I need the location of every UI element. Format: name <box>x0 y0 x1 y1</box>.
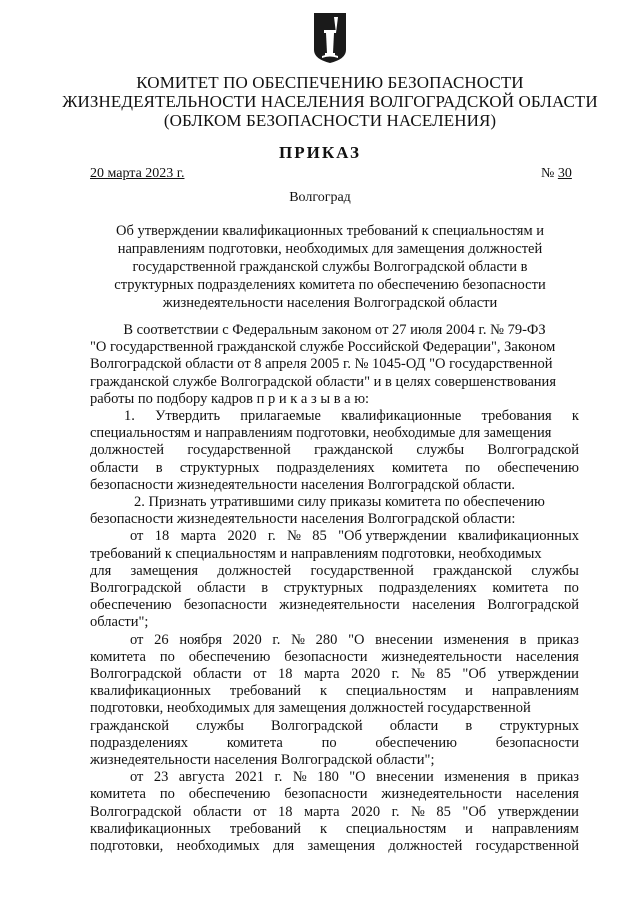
body-word: структурных <box>499 717 579 734</box>
number-value: 30 <box>557 166 572 181</box>
body-word: августа <box>178 769 225 786</box>
document-type: ПРИКАЗ <box>279 143 361 162</box>
body-word: для <box>272 838 295 855</box>
body-word: населения <box>515 648 579 665</box>
body-word: требований <box>229 683 302 700</box>
body-word: обеспечению <box>188 648 271 665</box>
subject-line: Об утверждении квалификационных требований к специальностям и <box>115 223 545 239</box>
committee-line-2: ЖИЗНЕДЕЯТЕЛЬНОСТИ НАСЕЛЕНИЯ ВОЛГОГРАДСКОЙ ОБЛАСТИ <box>62 92 598 111</box>
body-word: от <box>130 769 144 786</box>
body-line <box>90 597 579 614</box>
body-line <box>90 460 579 477</box>
body-word: 85 <box>436 666 451 683</box>
body-word: безопасности <box>183 597 268 614</box>
body-word: по <box>159 648 175 665</box>
body-word: Волгоградской <box>90 580 182 597</box>
document-body <box>90 322 579 855</box>
body-word: службы <box>416 442 465 459</box>
body-word: в <box>465 717 473 734</box>
body-word: гражданской <box>433 562 513 579</box>
body-word: гражданской <box>314 442 394 459</box>
body-word: 18 <box>278 803 293 820</box>
body-word: от <box>253 803 267 820</box>
body-word: "Об утверждении <box>338 528 447 545</box>
body-word: подразделениях <box>378 580 477 597</box>
body-line <box>90 838 579 855</box>
body-line: жизнедеятельности населения Волгоградской области"; <box>90 752 435 769</box>
body-word: 18 <box>278 666 293 683</box>
body-line <box>90 632 579 649</box>
body-word: № <box>287 528 301 545</box>
body-word: требований <box>229 820 302 837</box>
body-word: № <box>292 769 307 786</box>
body-word: комитета <box>90 786 146 803</box>
body-word: от <box>130 528 144 545</box>
body-word: квалификационных <box>458 528 579 545</box>
body-word: должностей <box>217 562 292 579</box>
subject-line: структурных подразделениях комитета по обеспечению безопасности <box>114 277 546 293</box>
body-word: в <box>519 631 527 648</box>
subject-line: государственной гражданской службы Волгоградской области в <box>132 259 528 275</box>
body-line <box>90 769 579 786</box>
body-word: "О <box>348 631 365 648</box>
body-word: г. <box>391 803 400 820</box>
body-word: внесении <box>376 769 434 786</box>
document-subject <box>90 222 570 312</box>
body-word: комитета <box>492 580 549 597</box>
body-word: области <box>389 717 439 734</box>
body-word: обеспечению <box>375 734 457 751</box>
body-word: № <box>411 803 425 820</box>
body-line <box>90 580 579 597</box>
body-word: утверждении <box>497 666 579 683</box>
body-word: № <box>411 666 425 683</box>
body-word: Волгоградской <box>487 442 579 459</box>
body-line: работы по подбору кадров п р и к а з ы в а ю: <box>90 390 370 407</box>
body-word: подготовки, <box>90 838 164 855</box>
body-word: комитета <box>391 459 448 476</box>
body-word: внесении <box>375 631 433 648</box>
body-word: области <box>193 666 242 683</box>
body-word: 180 <box>317 769 339 786</box>
body-word: г. <box>267 528 276 545</box>
body-line: требований к специальностям и направлениям подготовки, необходимых <box>90 545 542 562</box>
number-prefix: № <box>541 166 558 181</box>
body-word: № <box>291 631 305 648</box>
body-word: обеспечению <box>188 786 271 803</box>
body-word: области <box>197 580 246 597</box>
body-word: в <box>519 769 527 786</box>
body-word: 26 <box>154 631 169 648</box>
body-word: 23 <box>153 769 169 786</box>
body-word: подразделениях <box>276 459 375 476</box>
body-word: населения <box>412 597 476 614</box>
body-word: утверждении <box>497 803 579 820</box>
body-word: государственной <box>310 562 414 579</box>
body-word: г. <box>391 666 400 683</box>
body-word: изменения <box>444 769 510 786</box>
subject-line: жизнедеятельности населения Волгоградской области <box>162 295 498 311</box>
document-date: 20 марта 2023 г. <box>90 166 185 181</box>
body-word: изменения <box>443 631 509 648</box>
body-line <box>90 563 579 580</box>
body-word: безопасности <box>284 786 368 803</box>
document-city: Волгоград <box>289 190 351 205</box>
body-word: направлениям <box>491 820 579 837</box>
body-word: в <box>155 459 163 476</box>
body-word: "О <box>349 769 366 786</box>
body-word: специальностям <box>345 820 447 837</box>
body-word: специальностям <box>345 683 447 700</box>
body-line: безопасности жизнедеятельности населения Волгоградской области. <box>90 476 516 493</box>
body-word: замещения <box>307 838 376 855</box>
body-word: приказ <box>537 631 579 648</box>
body-word: "Об <box>462 666 487 683</box>
body-word: квалификационных <box>90 683 211 700</box>
body-word: необходимых <box>176 838 260 855</box>
body-word: жизнедеятельности <box>279 597 400 614</box>
body-line <box>90 528 579 545</box>
body-word: области <box>193 803 242 820</box>
body-line: безопасности жизнедеятельности населения Волгоградской области: <box>90 511 516 528</box>
body-word: 2020 <box>227 528 257 545</box>
body-word: Утвердить <box>155 408 221 425</box>
body-word: 2020 <box>232 631 262 648</box>
body-line: 2. Признать утратившими силу приказы комитета по обеспечению <box>134 494 545 511</box>
body-word: марта <box>304 666 340 683</box>
body-word: к <box>571 408 579 425</box>
body-word: комитета <box>226 734 283 751</box>
body-line <box>90 821 579 838</box>
body-word: структурных <box>283 580 364 597</box>
coat-of-arms-icon <box>313 12 347 64</box>
body-word: направлениям <box>491 683 579 700</box>
body-line: области"; <box>90 614 149 631</box>
body-word: комитета <box>90 648 146 665</box>
body-word: замещения <box>130 562 199 579</box>
body-word: от <box>130 631 144 648</box>
body-word: по <box>159 786 175 803</box>
committee-line-3: (ОБЛКОМ БЕЗОПАСНОСТИ НАСЕЛЕНИЯ) <box>163 111 497 130</box>
body-word: марта <box>304 803 340 820</box>
body-line: Волгоградской области от 8 апреля 2005 г. № 1045-ОД "О государственной <box>90 356 553 373</box>
body-word: области <box>90 459 139 476</box>
body-word: 280 <box>315 631 338 648</box>
body-word: для <box>90 562 112 579</box>
body-word: государственной <box>475 838 579 855</box>
body-word: 1. <box>124 408 135 425</box>
body-word: "Об <box>462 803 487 820</box>
body-word: 85 <box>312 528 327 545</box>
body-word: и <box>465 820 473 837</box>
body-line <box>90 442 579 459</box>
body-word: по <box>465 459 481 476</box>
body-word: безопасности <box>495 734 579 751</box>
body-line: подготовки, необходимых для замещения должностей государственной <box>90 700 531 717</box>
body-word: г. <box>274 769 283 786</box>
body-line <box>90 804 579 821</box>
body-word: государственной <box>187 442 291 459</box>
body-line: В соответствии с Федеральным законом от 27 июля 2004 г. № 79-ФЗ <box>123 322 546 338</box>
body-line: "О государственной гражданской службе Российской Федерации", Законом <box>90 339 556 356</box>
body-word: 85 <box>436 803 451 820</box>
body-word: Волгоградской <box>487 597 579 614</box>
body-word: Волгоградской <box>90 666 182 683</box>
body-line <box>90 683 579 700</box>
body-word: безопасности <box>284 648 368 665</box>
body-word: по <box>563 580 579 597</box>
body-word: подразделениях <box>90 734 189 751</box>
body-word: должностей <box>388 838 463 855</box>
body-word: гражданской <box>90 717 169 734</box>
body-word: жизнедеятельности <box>381 786 502 803</box>
body-word: обеспечению <box>90 597 172 614</box>
body-line: гражданской службе Волгоградской области" и в целях совершенствования <box>90 373 556 390</box>
body-line <box>90 786 579 803</box>
body-word: 2021 <box>235 769 265 786</box>
body-word: должностей <box>90 442 165 459</box>
body-word: службы <box>196 717 244 734</box>
body-word: службы <box>531 562 579 579</box>
body-word: жизнедеятельности <box>381 648 502 665</box>
body-word: 2020 <box>351 803 381 820</box>
body-word: требования <box>481 408 552 425</box>
body-word: г. <box>272 631 281 648</box>
body-word: по <box>321 734 337 751</box>
committee-name <box>60 73 600 130</box>
body-line <box>90 735 579 752</box>
body-word: марта <box>180 528 217 545</box>
body-word: структурных <box>179 459 260 476</box>
body-word: от <box>253 666 267 683</box>
body-word: 18 <box>154 528 170 545</box>
body-word: к <box>319 820 327 837</box>
committee-line-1: КОМИТЕТ ПО ОБЕСПЕЧЕНИЮ БЕЗОПАСНОСТИ <box>136 73 524 92</box>
body-word: Волгоградской <box>271 717 363 734</box>
body-word: Волгоградской <box>90 803 182 820</box>
body-word: обеспечению <box>497 459 579 476</box>
body-word: населения <box>515 786 579 803</box>
body-word: в <box>261 580 269 597</box>
body-line <box>90 718 579 735</box>
body-line <box>90 666 579 683</box>
subject-line: направлениям подготовки, необходимых для замещения должностей <box>117 241 543 257</box>
body-word: прилагаемые <box>240 408 321 425</box>
document-number <box>541 166 572 182</box>
body-word: 2020 <box>351 666 381 683</box>
body-line <box>90 649 579 666</box>
body-line <box>90 408 579 425</box>
body-word: квалификационных <box>90 820 211 837</box>
body-word: к <box>319 683 327 700</box>
body-line: специальностям и направлениям подготовки, необходимые для замещения <box>90 425 552 442</box>
body-word: квалификационные <box>341 408 462 425</box>
body-word: приказ <box>537 769 579 786</box>
body-word: и <box>465 683 473 700</box>
body-word: ноября <box>179 631 223 648</box>
